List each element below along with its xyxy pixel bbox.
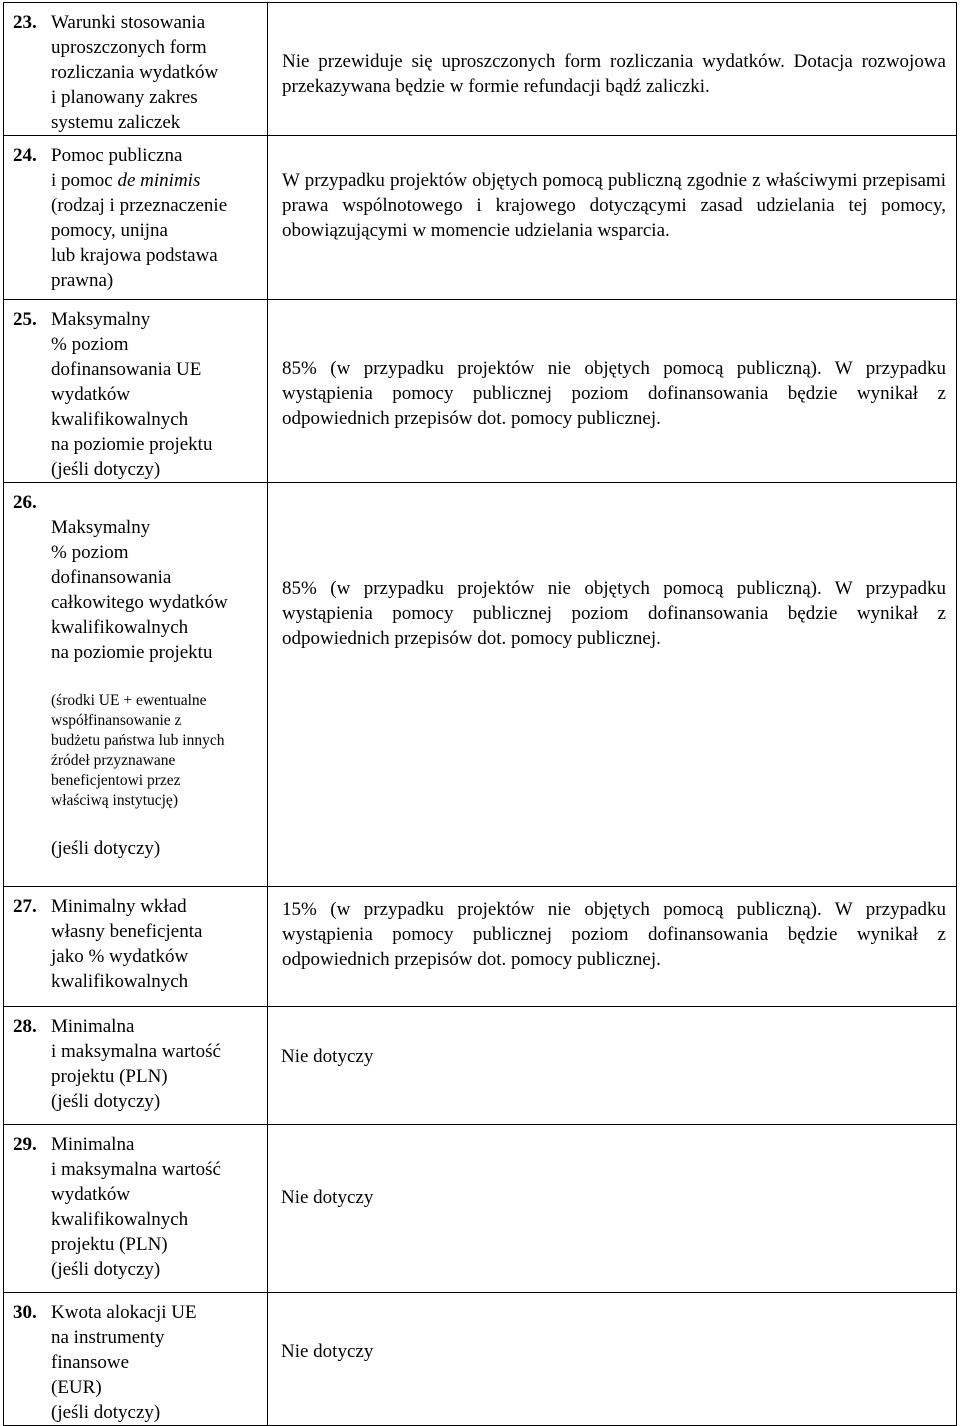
row-value: 85% (w przypadku projektów nie objętych pomocą publiczną). W przypadku wystąpienia pomocy publicznej poziom dofinansowania będzie wynikał z odpowiednich przepisów dot. pomocy publicznej. [282,358,946,429]
table-row-30 [4,1293,957,1426]
table-row-25 [4,300,957,483]
row-23-value-cell [268,3,957,136]
row-label: Warunki stosowania uproszczonych form rozliczania wydatków i planowany zakres systemu zaliczek [51,12,219,133]
table-row-27 [4,887,957,1007]
row-number: 30. [13,1302,37,1323]
table-row-26 [4,483,957,887]
table-row-23 [4,3,957,136]
table-row-29 [4,1125,957,1293]
row-26-label-cell [4,483,268,887]
row-label: Minimalna i maksymalna wartość wydatków kwalifikowalnych projektu (PLN) (jeśli dotyczy) [51,1134,221,1280]
row-28-value-cell [268,1007,957,1125]
row-number: 26. [13,492,37,513]
row-29-value-cell [268,1125,957,1293]
row-label-italic: de minimis [117,170,201,191]
row-number: 23. [13,12,37,33]
row-30-value-cell [268,1293,957,1426]
row-label-note: (środki UE + ewentualne współfinansowanie z budżetu państwa lub innych źródeł przyznawane beneficjentowi przez właściwą instytucję) [51,692,225,809]
row-label-part: (rodzaj i przeznaczenie pomocy, unijna lub krajowa podstawa prawna) [51,195,228,291]
row-24-label-cell [4,136,268,300]
row-label [51,490,259,886]
row-label [51,143,259,293]
row-label-part: Pomoc publiczna i pomoc [51,145,183,191]
row-value: 15% (w przypadku projektów nie objętych pomocą publiczną). W przypadku wystąpienia pomocy publicznej poziom dofinansowania będzie wynikał z odpowiednich przepisów dot. pomocy publicznej. [282,899,946,970]
row-number: 27. [13,896,37,917]
row-27-label-cell [4,887,268,1007]
row-23-label-cell [4,3,268,136]
row-label: Maksymalny % poziom dofinansowania UE wydatków kwalifikowalnych na poziomie projektu (jeśli dotyczy) [51,309,213,480]
row-25-value-cell [268,300,957,483]
row-label-tail: (jeśli dotyczy) [51,838,161,859]
row-number: 28. [13,1016,37,1037]
row-value: Nie dotyczy [281,1187,374,1208]
table-row-28 [4,1007,957,1125]
row-value: 85% (w przypadku projektów nie objętych pomocą publiczną). W przypadku wystąpienia pomocy publicznej poziom dofinansowania będzie wynikał z odpowiednich przepisów dot. pomocy publicznej. [282,578,946,649]
row-25-label-cell [4,300,268,483]
row-label-main: Maksymalny % poziom dofinansowania całkowitego wydatków kwalifikowalnych na poziomie projektu [51,517,228,663]
row-value: Nie dotyczy [281,1341,374,1362]
row-label: Kwota alokacji UE na instrumenty finansowe (EUR) (jeśli dotyczy) [51,1302,197,1423]
row-29-label-cell [4,1125,268,1293]
row-value: W przypadku projektów objętych pomocą publiczną zgodnie z właściwymi przepisami prawa wspólnotowego i krajowego dotyczącymi zasad udzielania tej pomocy, obowiązującymi w momencie udzielania wsparcia. [282,170,946,241]
row-label: Minimalna i maksymalna wartość projektu (PLN) (jeśli dotyczy) [51,1016,221,1112]
row-number: 29. [13,1134,37,1155]
row-value: Nie przewiduje się uproszczonych form rozliczania wydatków. Dotacja rozwojowa przekazywana będzie w formie refundacji bądź zaliczki. [282,51,946,97]
table-row-24 [4,136,957,300]
row-28-label-cell [4,1007,268,1125]
row-27-value-cell [268,887,957,1007]
row-number: 24. [13,145,37,166]
row-30-label-cell [4,1293,268,1426]
criteria-table [3,2,957,1426]
row-number: 25. [13,309,37,330]
row-26-value-cell [268,483,957,887]
row-label: Minimalny wkład własny beneficjenta jako % wydatków kwalifikowalnych [51,896,203,992]
row-value: Nie dotyczy [281,1046,374,1067]
row-24-value-cell [268,136,957,300]
